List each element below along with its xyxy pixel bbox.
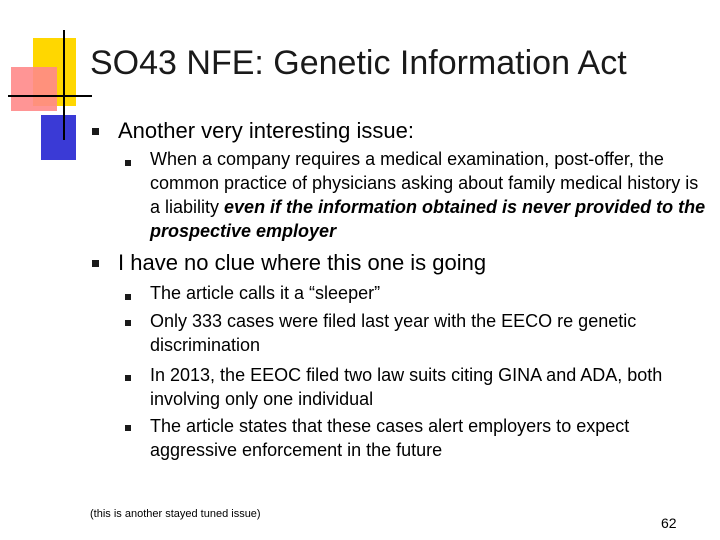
decor-horizontal-line [8, 95, 92, 97]
sub-bullet-enforcement: The article states that these cases alert employers to expect aggressive enforcement in the future [150, 416, 630, 460]
square-bullet-icon [125, 425, 131, 431]
sub-bullet-emphasis: even if the information obtained is never provided to the prospective employer [150, 197, 706, 241]
square-bullet-icon [125, 294, 131, 300]
footnote: (this is another stayed tuned issue) [90, 508, 261, 520]
square-bullet-icon [92, 128, 99, 135]
page-number: 62 [661, 515, 677, 531]
square-bullet-icon [125, 160, 131, 166]
sub-bullet-medical-exam [150, 147, 710, 243]
decor-red-square [11, 67, 57, 111]
bullet-item-2: I have no clue where this one is going [118, 250, 487, 275]
decor-blue-square [41, 115, 76, 160]
sub-bullet-text: When a company requires a medical examination, post-offer, the common practice of physicians asking about family medical history is a liability [150, 149, 699, 217]
decor-vertical-line [63, 30, 65, 140]
slide-title: SO43 NFE: Genetic Information Act [90, 44, 627, 82]
bullet-item-1: Another very interesting issue: [118, 118, 414, 143]
sub-bullet-333-cases: Only 333 cases were filed last year with the EECO re genetic discrimination [150, 311, 637, 355]
square-bullet-icon [125, 375, 131, 381]
sub-bullet-sleeper: The article calls it a “sleeper” [150, 283, 381, 303]
square-bullet-icon [92, 260, 99, 267]
square-bullet-icon [125, 320, 131, 326]
sub-bullet-eeoc-lawsuits: In 2013, the EEOC filed two law suits citing GINA and ADA, both involving only one individual [150, 365, 663, 409]
